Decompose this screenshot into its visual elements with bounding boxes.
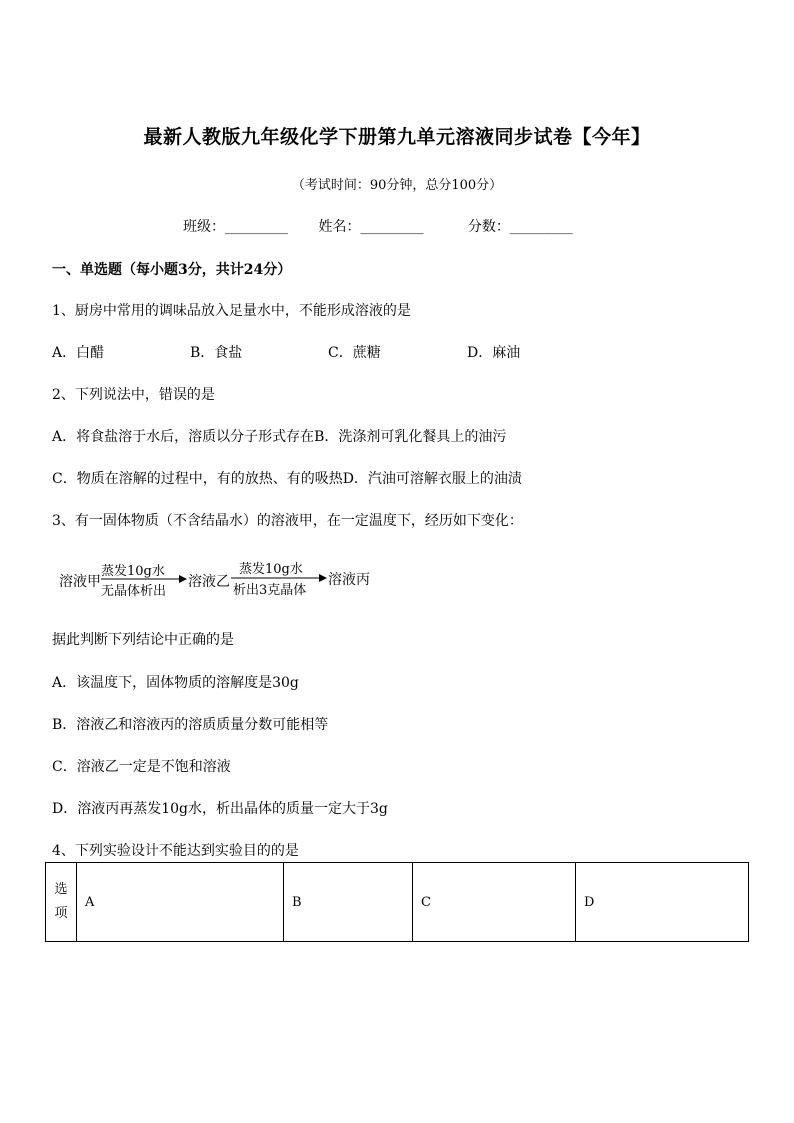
- table-cell-b: B: [284, 863, 413, 942]
- q1-option-b: B．食盐: [190, 345, 243, 361]
- table-head-char-2: 项: [54, 906, 68, 921]
- diagram-arrow1-top: 蒸发10g水: [101, 564, 165, 579]
- process-diagram: [55, 556, 395, 606]
- name-field: 姓名：_________: [318, 219, 424, 235]
- question-4-stem: 4、下列实验设计不能达到实验目的的是: [52, 843, 299, 859]
- q1-option-a: A．白醋: [52, 345, 105, 361]
- table-head-char-1: 选: [54, 882, 68, 897]
- diagram-solution-c: 溶液丙: [328, 572, 370, 588]
- table-row: [46, 863, 749, 942]
- table-cell-c: C: [413, 863, 576, 942]
- table-head-cell: [46, 863, 77, 942]
- q3-option-b: B．溶液乙和溶液丙的溶质质量分数可能相等: [52, 717, 329, 733]
- section-heading: 一、单选题（每小题3分，共计24分）: [52, 262, 292, 278]
- question-2-stem: 2、下列说法中，错误的是: [52, 387, 215, 403]
- q3-option-a: A．该温度下，固体物质的溶解度是30g: [52, 675, 299, 691]
- q3-option-c: C．溶液乙一定是不饱和溶液: [52, 759, 231, 775]
- question-1-stem: 1、厨房中常用的调味品放入足量水中，不能形成溶液的是: [52, 303, 411, 319]
- diagram-arrow1-head-icon: [179, 575, 187, 583]
- diagram-arrow1-bottom: 无晶体析出: [101, 584, 167, 599]
- class-field: 班级：_________: [183, 219, 288, 235]
- exam-info: （考试时间：90分钟，总分100分）: [291, 178, 503, 193]
- q3-option-d: D．溶液丙再蒸发10g水，析出晶体的质量一定大于3g: [52, 801, 388, 817]
- diagram-arrow2-top: 蒸发10g水: [239, 562, 303, 577]
- q2-options-cd: C．物质在溶解的过程中，有的放热、有的吸热D．汽油可溶解衣服上的油渍: [52, 471, 522, 487]
- student-fields: [183, 216, 599, 236]
- page-title: 最新人教版九年级化学下册第九单元溶液同步试卷【今年】: [143, 126, 651, 148]
- q2-options-ab: A．将食盐溶于水后，溶质以分子形式存在B．洗涤剂可乳化餐具上的油污: [52, 429, 507, 445]
- q3-lead: 据此判断下列结论中正确的是: [52, 632, 234, 648]
- score-field: 分数：_________: [467, 219, 573, 235]
- table-cell-a: A: [77, 863, 284, 942]
- diagram-arrow2-head-icon: [319, 574, 327, 582]
- table-cell-d: D: [576, 863, 749, 942]
- q1-option-c: C．蔗糖: [328, 345, 381, 361]
- q1-option-d: D．麻油: [467, 345, 521, 361]
- diagram-arrow2-bottom: 析出3克晶体: [233, 583, 307, 598]
- diagram-solution-b: 溶液乙: [188, 574, 230, 590]
- question-3-stem: 3、有一固体物质（不含结晶水）的溶液甲，在一定温度下，经历如下变化：: [52, 513, 523, 529]
- diagram-solution-a: 溶液甲: [59, 574, 101, 590]
- q4-options-table: [45, 862, 749, 942]
